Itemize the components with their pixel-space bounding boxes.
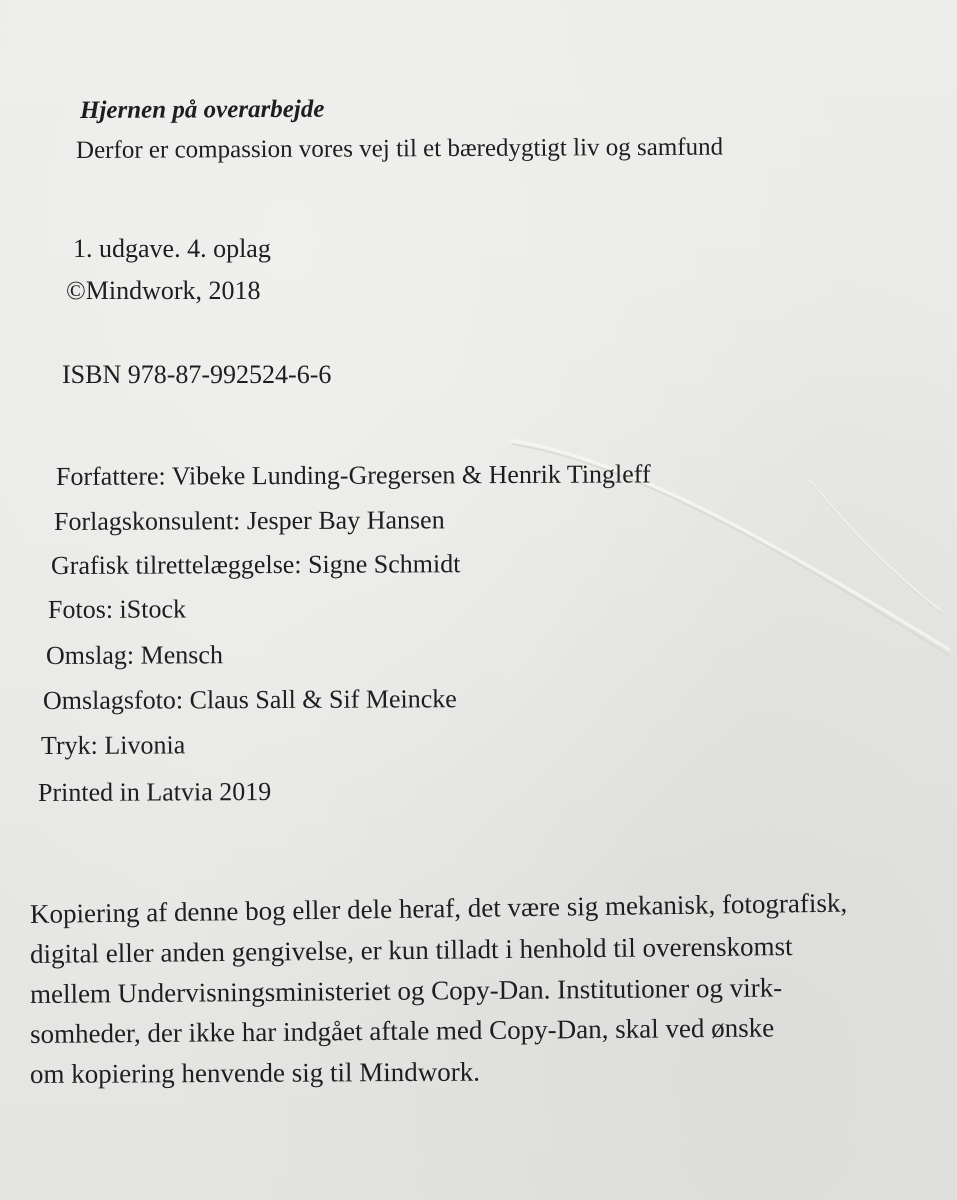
- isbn-number: ISBN 978-87-992524-6-6: [62, 360, 332, 389]
- credit-cover-photo: Omslagsfoto: Claus Sall & Sif Meincke: [42, 684, 457, 715]
- copying-notice-line: mellem Undervisningsministeriet og Copy-Dan. Institutioner og virk-: [29, 972, 783, 1009]
- copyright-notice: ©Mindwork, 2018: [66, 276, 261, 305]
- copying-notice-line: digital eller anden gengivelse, er kun tilladt i henhold til overenskomst: [29, 931, 793, 969]
- edition-info: 1. udgave. 4. oplag: [73, 234, 271, 263]
- credit-photos: Fotos: iStock: [47, 594, 187, 624]
- credit-cover: Omslag: Mensch: [45, 640, 223, 670]
- copying-notice-line: om kopiering henvende sig til Mindwork.: [29, 1056, 481, 1089]
- copying-notice-line: somheder, der ikke har indgået aftale med Copy-Dan, skal ved ønske: [29, 1012, 775, 1049]
- copying-notice-line: Kopiering af denne bog eller dele heraf, det være sig mekanisk, fotografisk,: [29, 887, 848, 929]
- credit-publishing-consultant: Forlagskonsulent: Jesper Bay Hansen: [53, 505, 445, 536]
- credit-authors: Forfattere: Vibeke Lunding-Gregersen & Henrik Tingleff: [55, 459, 651, 491]
- book-title: Hjernen på overarbejde: [79, 95, 325, 124]
- credit-printed-in: Printed in Latvia 2019: [37, 776, 272, 807]
- credit-printer: Tryk: Livonia: [40, 730, 186, 760]
- paper-crease: [510, 420, 950, 660]
- credit-graphic-design: Grafisk tilrettelæggelse: Signe Schmidt: [50, 549, 461, 580]
- copying-notice: [29, 887, 915, 1094]
- book-subtitle: Derfor er compassion vores vej til et bæredygtigt liv og samfund: [75, 133, 724, 164]
